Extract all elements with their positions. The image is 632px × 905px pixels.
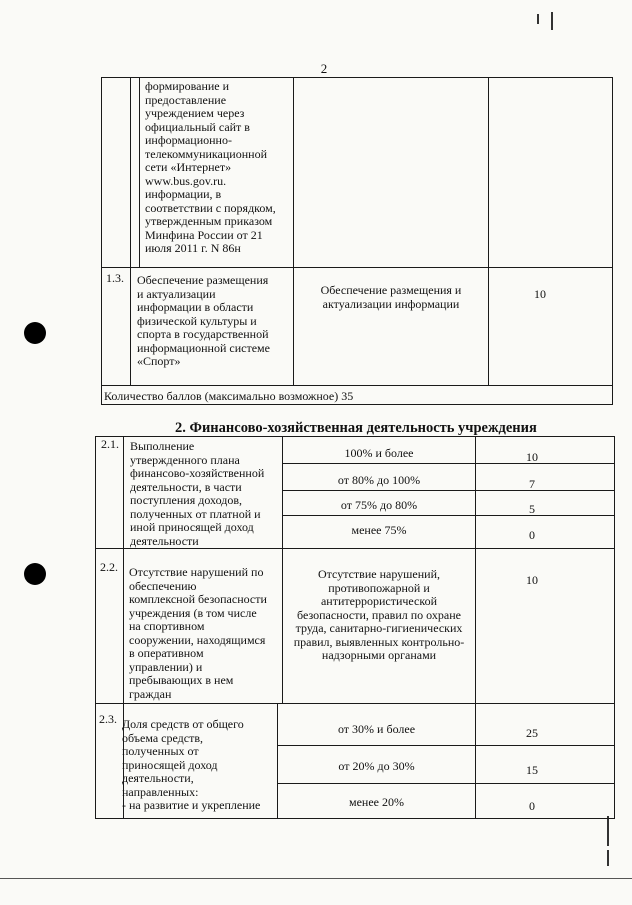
scan-edge-line	[0, 878, 632, 879]
punch-hole-top	[24, 322, 46, 344]
row-1-3-indicator: Обеспечение размещения и актуализации информации в области физической культуры и спорта в государственной информационной системе «Спорт»	[137, 273, 270, 368]
row-2-2-score: 10	[526, 573, 538, 587]
row-1-3-criterion: Обеспечение размещения и актуализации информации	[320, 283, 462, 311]
punch-hole-bottom	[24, 563, 46, 585]
scan-mark	[551, 12, 553, 30]
row-2-3-criterion-3: менее 20%	[349, 795, 404, 809]
row-2-3-indicator: Доля средств от общего объема средств, полученных от приносящей доход деятельности, направленных: - на развитие и укрепление	[122, 717, 261, 812]
row-2-3-score-1: 25	[526, 726, 538, 740]
row-2-2-criterion: Отсутствие нарушений, противопожарной и антитеррористической безопасности, правил по охране труда, санитарно-гигиенических правил, выявленных контрольно- надзорными органами	[293, 567, 465, 662]
row-2-3-score-2: 15	[526, 763, 538, 777]
row-2-3-number: 2.3.	[99, 712, 117, 726]
page-number: 2	[320, 61, 328, 76]
row-2-1-score-2: 7	[529, 477, 535, 491]
row-2-3-score-3: 0	[529, 799, 535, 813]
row-2-1-criterion-4: менее 75%	[351, 523, 407, 537]
row-2-1-indicator: Выполнение утвержденного плана финансово-хозяйственной деятельности, в части поступления доходов, полученных от платной и иной приносящей доход деятельности	[130, 439, 265, 548]
row-2-1-number: 2.1.	[101, 437, 119, 451]
row-1-3-score: 10	[534, 287, 546, 301]
total-score-line: Количество баллов (максимально возможное) 35	[104, 389, 354, 403]
row-2-2-indicator: Отсутствие нарушений по обеспечению комплексной безопасности учреждения (в том числе на спортивном сооружении, находящимся в оперативном управлении) и пребывающих в нем граждан	[129, 565, 267, 701]
row-2-2-number: 2.2.	[100, 560, 118, 574]
row-2-1-criterion-2: от 80% до 100%	[337, 473, 421, 487]
row-2-3-criterion-2: от 20% до 30%	[338, 759, 415, 773]
row-2-1-criterion-1: 100% и более	[344, 446, 414, 460]
scan-mark	[537, 14, 539, 24]
row-2-1-score-3: 5	[529, 502, 535, 516]
scan-mark	[607, 816, 609, 846]
row-2-3-criterion-1: от 30% и более	[337, 722, 416, 736]
row-1-2-indicator-continued: формирование и предоставление учреждением через официальный сайт в информационно- телекоммуникационной сети «Интернет» www.bus.gov.ru. информации, в соответствии с порядком, утвержденным приказом Минфина России от 21 июля 2011 г. N 86н	[145, 79, 276, 255]
row-1-3-number: 1.3.	[106, 271, 124, 285]
row-2-1-criterion-3: от 75% до 80%	[340, 498, 418, 512]
scan-mark	[607, 850, 609, 866]
row-2-1-score-1: 10	[526, 450, 538, 464]
row-2-1-score-4: 0	[529, 528, 535, 542]
section-2-title: 2. Финансово-хозяйственная деятельность учреждения	[175, 420, 537, 436]
